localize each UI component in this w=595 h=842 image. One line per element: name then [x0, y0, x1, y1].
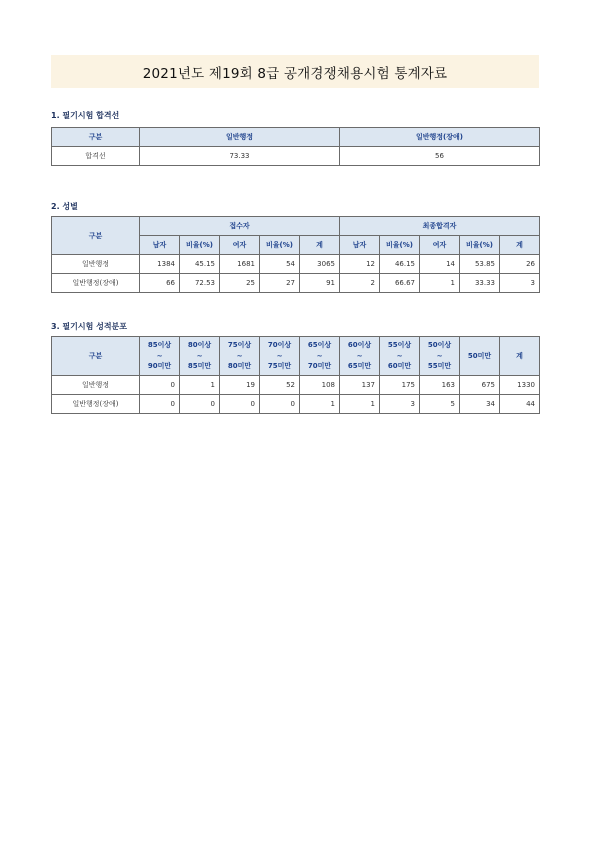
table-header-row [52, 337, 540, 376]
column-header: 비율(%) [460, 236, 500, 255]
cell: 2 [340, 274, 380, 293]
row-label: 일반행정(장애) [52, 274, 140, 293]
cell: 3 [500, 274, 540, 293]
cell: 108 [300, 376, 340, 395]
table-row [52, 395, 540, 414]
cell: 0 [140, 376, 180, 395]
table-row [52, 274, 540, 293]
cell: 0 [140, 395, 180, 414]
cell: 91 [300, 274, 340, 293]
section-title-gender: 2. 성별 [51, 202, 78, 211]
range-header: 85이상 ~ 90미만 [140, 337, 180, 376]
section-title-score-distribution: 3. 필기시험 성적분포 [51, 322, 127, 331]
cell: 0 [180, 395, 220, 414]
cell: 175 [380, 376, 420, 395]
range-header: 80이상 ~ 85미만 [180, 337, 220, 376]
column-header: 계 [500, 236, 540, 255]
column-header: 여자 [420, 236, 460, 255]
column-header: 비율(%) [380, 236, 420, 255]
row-label: 일반행정(장애) [52, 395, 140, 414]
column-header: 남자 [140, 236, 180, 255]
cell: 1384 [140, 255, 180, 274]
table-row [52, 255, 540, 274]
range-header: 65이상 ~ 70미만 [300, 337, 340, 376]
range-header: 70이상 ~ 75미만 [260, 337, 300, 376]
range-header: 55이상 ~ 60미만 [380, 337, 420, 376]
column-header: 계 [500, 337, 540, 376]
row-label: 합격선 [52, 147, 140, 166]
range-header: 50이상 ~ 55미만 [420, 337, 460, 376]
cell: 1681 [220, 255, 260, 274]
table-row [52, 376, 540, 395]
column-header: 남자 [340, 236, 380, 255]
column-header: 여자 [220, 236, 260, 255]
cell: 5 [420, 395, 460, 414]
cell: 27 [260, 274, 300, 293]
row-label: 일반행정 [52, 376, 140, 395]
range-header: 75이상 ~ 80미만 [220, 337, 260, 376]
column-header: 구분 [52, 217, 140, 255]
range-header: 60이상 ~ 65미만 [340, 337, 380, 376]
table-row [52, 147, 540, 166]
table-header-row [52, 128, 540, 147]
cell: 3 [380, 395, 420, 414]
cell: 0 [220, 395, 260, 414]
table-header-row [52, 217, 540, 236]
cell: 52 [260, 376, 300, 395]
column-header: 계 [300, 236, 340, 255]
cell: 26 [500, 255, 540, 274]
column-header: 비율(%) [180, 236, 220, 255]
cell: 72.53 [180, 274, 220, 293]
cell: 14 [420, 255, 460, 274]
cell: 45.15 [180, 255, 220, 274]
score-distribution-table [51, 336, 540, 414]
column-header: 구분 [52, 128, 140, 147]
cell: 73.33 [140, 147, 340, 166]
cell: 25 [220, 274, 260, 293]
column-header: 일반행정(장애) [340, 128, 540, 147]
cell: 54 [260, 255, 300, 274]
cell: 1 [300, 395, 340, 414]
cell: 19 [220, 376, 260, 395]
column-header: 일반행정 [140, 128, 340, 147]
cell: 66 [140, 274, 180, 293]
page-title: 2021년도 제19회 8급 공개경쟁채용시험 통계자료 [142, 65, 448, 82]
cell: 53.85 [460, 255, 500, 274]
cell: 1 [420, 274, 460, 293]
cell: 1 [340, 395, 380, 414]
cell: 137 [340, 376, 380, 395]
group-header-applicants: 접수자 [140, 217, 340, 236]
cell: 3065 [300, 255, 340, 274]
cell: 163 [420, 376, 460, 395]
column-header: 비율(%) [260, 236, 300, 255]
column-header: 50미만 [460, 337, 500, 376]
cell: 0 [260, 395, 300, 414]
cell: 12 [340, 255, 380, 274]
cell: 46.15 [380, 255, 420, 274]
passing-score-table [51, 127, 540, 166]
cell: 66.67 [380, 274, 420, 293]
cell: 1 [180, 376, 220, 395]
cell: 675 [460, 376, 500, 395]
section-title-passing-score: 1. 필기시험 합격선 [51, 111, 120, 120]
cell: 44 [500, 395, 540, 414]
group-header-final-passers: 최종합격자 [340, 217, 540, 236]
cell: 34 [460, 395, 500, 414]
row-label: 일반행정 [52, 255, 140, 274]
cell: 33.33 [460, 274, 500, 293]
gender-table [51, 216, 540, 293]
cell: 56 [340, 147, 540, 166]
title-banner [51, 55, 539, 88]
cell: 1330 [500, 376, 540, 395]
column-header: 구분 [52, 337, 140, 376]
